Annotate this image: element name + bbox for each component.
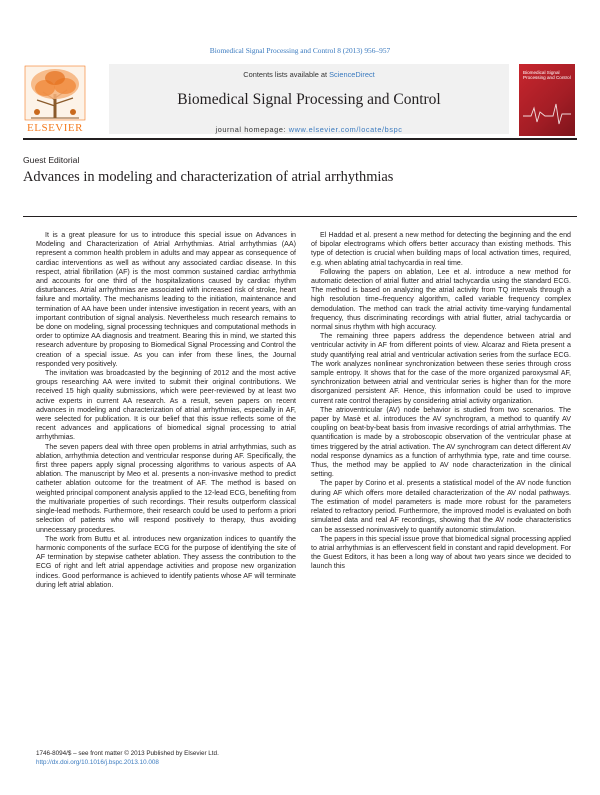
left-text-column bbox=[36, 231, 296, 590]
article-title: Advances in modeling and characterization of atrial arrhythmias bbox=[23, 169, 394, 185]
journal-cover-thumbnail[interactable] bbox=[519, 64, 575, 136]
journal-header bbox=[23, 64, 577, 134]
paragraph: The atrioventricular (AV) node behavior is studied from two scenarios. The paper by Masè et al. introduces the AV synchrogram, a method to quantify AV coupling on beat-by-beat basis from invasive recordings of atrial arrhythmias. The quantification is made by a stroboscopic observation of the ventricular phase at times triggered by the atrial activation. The AV synchrogram can detect different AV nodal response dynamics as a function of arrhythmia type, rate and time course. Thus, the method may be applied to AV node characterization in the clinical setting. bbox=[311, 405, 571, 479]
homepage-prefix: journal homepage: bbox=[215, 125, 289, 134]
paragraph: It is a great pleasure for us to introduce this special issue on Advances in Modeling and Characterization of Atrial Arrhythmias. Atrial arrhythmias (AA) represent a common health problem in adults and may appear as consequence of cardiac interventions as well as without any associated cardiac disease. In this respect, atrial fibrillation (AF) is the most common sustained cardiac arrhythmia and accounts for one third of the hospitalizations caused by cardiac rhythm disturbances. Atrial arrhythmias are associated with increased risk of stroke, heart failure and mortality. The mechanisms leading to the initiation, maintenance and termination of AA have been under intensive investigation in recent years, with an important contribution of signal analysis. Nevertheless much research remains to be done on modeling, signal processing techniques and computational methods in order to optimize AA diagnosis and treatment. Bearing this in mind, we started this research adventure by proposing to Biomedical Signal Processing and Control the creation of a special issue. As you can infer from these lines, the Journal responded very positively. bbox=[36, 231, 296, 368]
doi-link[interactable]: http://dx.doi.org/10.1016/j.bspc.2013.10.008 bbox=[36, 758, 159, 766]
journal-homepage-line bbox=[109, 125, 509, 134]
elsevier-wordmark: ELSEVIER bbox=[27, 122, 83, 134]
paragraph: Following the papers on ablation, Lee et al. introduce a new method for automatic detection of atrial flutter and atrial tachycardia using the standard ECG. The method is based on analyzing the atrial activity from TQ intervals through a high resolution time–frequency algorithm, called variable frequency complex demodulation. The method can track the atrial activity time-varying fundamental frequency, thus discriminating recordings with atrial flutter, atrial tachycardia or normal sinus rhythm with high accuracy. bbox=[311, 267, 571, 332]
header-divider bbox=[23, 138, 577, 140]
contents-available-line bbox=[109, 70, 509, 79]
paragraph: El Haddad et al. present a new method for detecting the beginning and the end of bipolar electrograms which offers better accuracy than existing methods. This type of detection is crucial when building maps of local activation times, required, e.g. when ablating atrial tachycardia in real time. bbox=[311, 231, 571, 267]
homepage-link[interactable]: www.elsevier.com/locate/bspc bbox=[288, 125, 403, 134]
cover-title: Biomedical Signal Processing and Control bbox=[523, 70, 571, 81]
paragraph: The paper by Corino et al. presents a statistical model of the AV node function during AF which offers more detailed characterization of the AV nodal pathways. The estimation of model parameters is made more robust for the parameters related to refractory period. Furthermore, the improved model is evaluated on both simulated data and real AF recordings, showing that the AV node characteristics can be assessed noninvasively to quantify autonomic stimulation. bbox=[311, 479, 571, 534]
paragraph: The papers in this special issue prove that biomedical signal processing applied to atrial arrhythmias is an effervescent field in constant and rapid development. For the Guest Editors, it has been a long way of about two years since we decided to launch this bbox=[311, 534, 571, 571]
title-divider bbox=[23, 216, 577, 217]
sciencedirect-link[interactable]: ScienceDirect bbox=[329, 70, 375, 79]
footer bbox=[36, 750, 219, 767]
paragraph: The invitation was broadcasted by the beginning of 2012 and the most active groups researching AA were invited to submit their original contributions. We received 15 high quality submissions, which were peer-reviewed by at least two active experts in current AA research. As a result, seven papers on recent advances in modeling and characterization of atrial arrhythmias, especially in AF, were selected for publication. It is our belief that this issue reflects some of the recent advances and applications of biomedical signal processing to atrial arrhythmias. bbox=[36, 369, 296, 442]
paragraph: The work from Buttu et al. introduces new organization indices to quantify the harmonic components of the surface ECG for the purpose of identifying the site of AF termination by stepwise catheter ablation. They assess the contribution to the ECG of right and left atrial appendage activities and propose new organization indices. Good performance is achieved to identify patients whose AF will terminate during left atrial ablation. bbox=[36, 534, 296, 589]
waveform-icon bbox=[523, 98, 571, 128]
paragraph: The remaining three papers address the dependence between atrial and ventricular activity in AF from different points of view. Alcaraz and Rieta present a study quantifying real atrial and ventricular activation series from the surface ECG. The work analyzes nonlinear synchronization between these series through cross sample entropy. It shows that for the case of the more organized paroxysmal AF, synchronization between atrial and ventricular series is higher than for the more disorganized persistent AF. Hence, this information could be used to improve current rate control therapies by considering atrial activity organization. bbox=[311, 332, 571, 405]
right-text-column bbox=[311, 231, 571, 572]
article-type: Guest Editorial bbox=[23, 155, 80, 165]
journal-header-box bbox=[109, 64, 509, 134]
top-citation-link[interactable]: Biomedical Signal Processing and Control 8 (2013) 956–957 bbox=[209, 46, 391, 55]
elsevier-tree-icon bbox=[23, 64, 87, 122]
issn-line: 1746-8094/$ – see front matter © 2013 Published by Elsevier Ltd. bbox=[36, 750, 219, 757]
elsevier-logo bbox=[23, 64, 87, 136]
paragraph: The seven papers deal with three open problems in atrial arrhythmias, such as ablation, arrhythmia detection and ventricular response during AF. Specifically, the first three papers apply signal processing algorithms to various aspects of AA ablation. The manuscript by Meo et al. presents a non-invasive method to predict catheter ablation outcome for the treatment of AF. The method is based on weighted principal component analysis applied to the 12-lead ECG, benefiting from the multivariate properties of such recordings. Their results outperform classical single-lead methods. Furthermore, their research could be used to perform a priori selection of patients who will respond positively to therapy, thus avoiding unnecessary procedures. bbox=[36, 442, 296, 534]
journal-title: Biomedical Signal Processing and Control bbox=[177, 91, 441, 108]
contents-prefix: Contents lists available at bbox=[243, 70, 330, 79]
